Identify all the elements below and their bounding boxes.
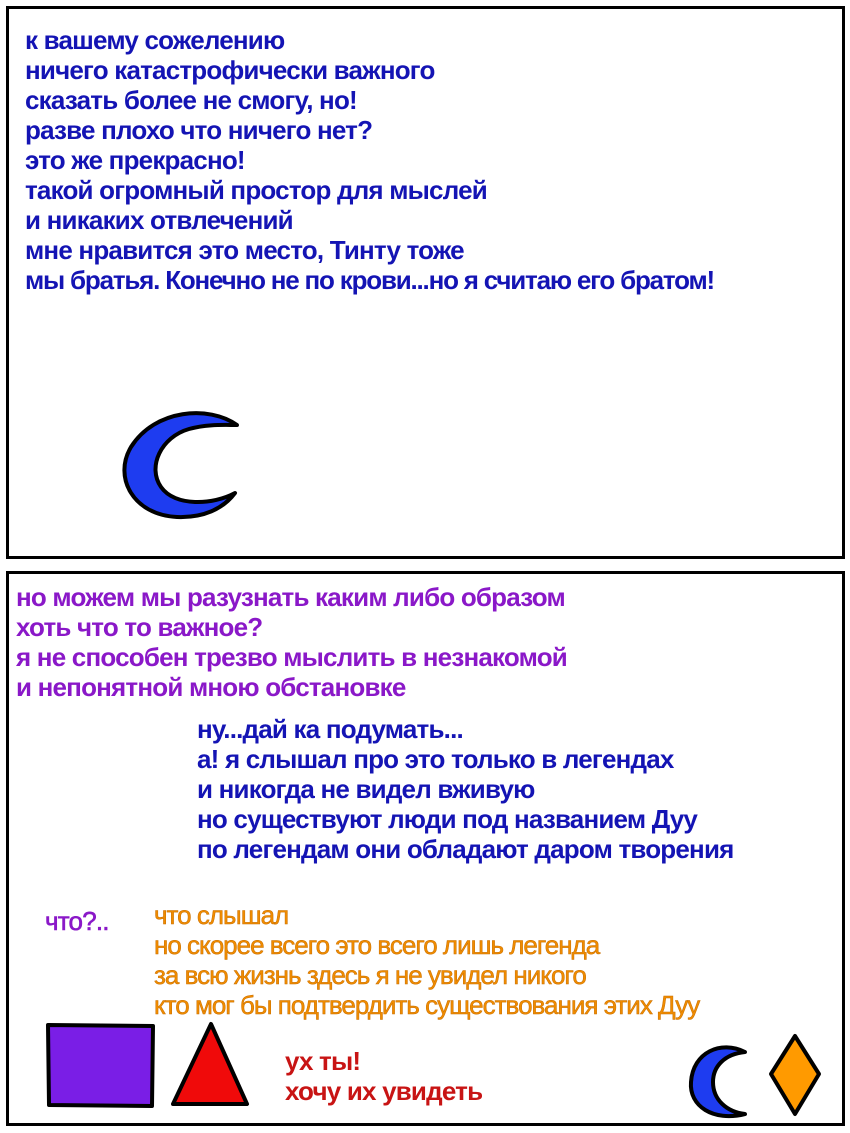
- triangle-speech-text: [285, 1046, 482, 1106]
- speech-line: ну...дай ка подумать...: [197, 714, 463, 744]
- speech-line: по легендам они обладают даром творения: [197, 834, 734, 864]
- speech-line: за всю жизнь здесь я не увидел никого: [154, 960, 586, 990]
- speech-line: мне нравится это место, Тинту тоже: [25, 235, 464, 265]
- triangle-character-icon: [169, 1020, 251, 1108]
- speech-line: ничего катастрофически важного: [25, 55, 435, 85]
- speech-line: я не способен трезво мыслить в незнакомой: [16, 642, 567, 672]
- moon-character-icon: [117, 407, 247, 522]
- diamond-speech-text: [154, 900, 699, 1020]
- speech-line: хочу их увидеть: [285, 1076, 483, 1106]
- speech-line: но скорее всего это всего лишь легенда: [154, 930, 600, 960]
- speech-line: хоть что то важное?: [16, 612, 263, 642]
- speech-line: а! я слышал про это только в легендах: [197, 744, 674, 774]
- square-speech-text: [16, 582, 567, 702]
- speech-line: к вашему сожелению: [25, 25, 285, 55]
- speech-line: и непонятной мною обстановке: [16, 672, 406, 702]
- speech-line: это же прекрасно!: [25, 145, 245, 175]
- square-reply-text: что?..: [45, 906, 109, 936]
- diamond-character-icon: [767, 1032, 823, 1118]
- comic-panel-2: [6, 571, 845, 1126]
- speech-line: и никогда не видел вживую: [197, 774, 535, 804]
- square-character-icon: [45, 1022, 157, 1110]
- speech-line: и никаких отвлечений: [25, 205, 293, 235]
- speech-line: но существуют люди под названием Дуу: [197, 804, 698, 834]
- moon-speech-text: [197, 714, 734, 864]
- speech-line: что слышал: [154, 900, 289, 930]
- speech-line: такой огромный простор для мыслей: [25, 175, 487, 205]
- speech-line: кто мог бы подтвердить существования этих Дуу: [154, 990, 700, 1020]
- speech-line: мы братья. Конечно не по крови...но я считаю его братом!: [25, 265, 714, 295]
- speech-line: ух ты!: [285, 1046, 361, 1076]
- speech-line: сказать более не смогу, но!: [25, 85, 357, 115]
- speech-line: разве плохо что ничего нет?: [25, 115, 373, 145]
- speech-line: но можем мы разузнать каким либо образом: [16, 582, 565, 612]
- moon-speech-text: [25, 25, 714, 295]
- moon-character-icon: [687, 1042, 749, 1122]
- comic-panel-1: [6, 6, 845, 559]
